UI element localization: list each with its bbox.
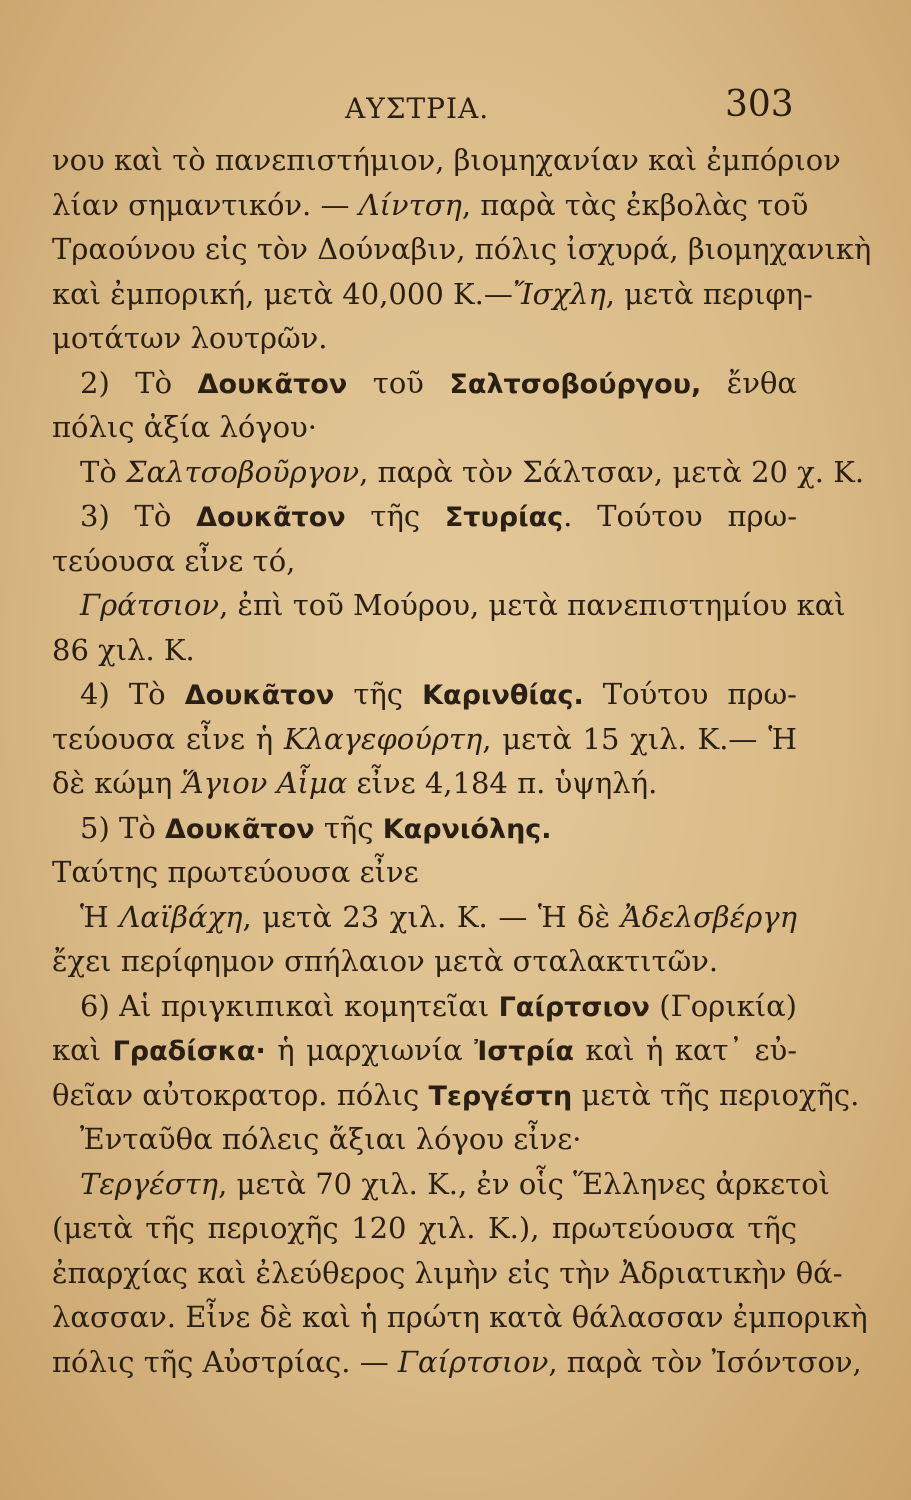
text-run: , μετὰ 70 χιλ. Κ., ἐν οἷς Ἕλληνες ἀρκετοὶ bbox=[218, 1166, 831, 1201]
page-number: 303 bbox=[725, 84, 794, 125]
italic-place-name: Ἀδελσβέργη bbox=[620, 899, 797, 934]
text-line bbox=[52, 806, 797, 851]
text-line bbox=[52, 1162, 831, 1207]
text-line bbox=[52, 895, 797, 940]
text-line bbox=[52, 138, 841, 183]
text-line bbox=[52, 183, 809, 228]
text-run: Ταύτης πρωτεύουσα εἶνε bbox=[52, 855, 419, 889]
text-run: τῆς bbox=[314, 810, 383, 845]
spaced-bold-term: Δουκᾶτον bbox=[196, 502, 346, 533]
text-run: τῆς bbox=[334, 677, 423, 711]
text-line bbox=[52, 984, 797, 1029]
text-line bbox=[52, 1206, 797, 1251]
text-run: καὶ ἡ κατ᾽ εὐ- bbox=[573, 1033, 797, 1067]
spaced-bold-term: Σαλτσοβούργου, bbox=[449, 368, 702, 400]
italic-place-name: Κλαγεφούρτη bbox=[283, 721, 483, 756]
text-run: Ἡ bbox=[80, 899, 120, 934]
text-line bbox=[52, 1117, 797, 1162]
text-line bbox=[52, 227, 872, 272]
text-run: μετὰ τῆς περιοχῆς. bbox=[572, 1077, 860, 1112]
text-run: , παρὰ τὰς ἐκβολὰς τοῦ bbox=[461, 187, 809, 222]
text-run: λίαν σημαντικόν. — bbox=[52, 187, 359, 222]
text-run: ἡ μαρχιωνία bbox=[265, 1033, 475, 1067]
spaced-bold-term: Ἰστρία bbox=[474, 1036, 574, 1067]
text-run: τοῦ bbox=[347, 365, 450, 400]
text-run: , ἐπὶ τοῦ Μούρου, μετὰ πανεπιστημίου καὶ bbox=[219, 588, 846, 622]
text-run: Τούτου πρω- bbox=[583, 677, 797, 711]
text-run: εἶνε 4,184 π. ὑψηλή. bbox=[347, 766, 658, 800]
italic-place-name: Γαίρτσιον bbox=[397, 1344, 549, 1379]
text-run: καὶ bbox=[52, 1033, 113, 1067]
text-run: τῆς bbox=[345, 499, 445, 533]
text-run: τεύουσα εἶνε ἡ bbox=[52, 721, 284, 756]
text-line bbox=[52, 1251, 843, 1296]
text-run: θεῖαν αὐτοκρατορ. πόλις bbox=[52, 1077, 429, 1112]
text-line bbox=[52, 583, 846, 628]
text-run: 3) Τὸ bbox=[80, 499, 197, 533]
running-header: ΑΥΣΤΡΙΑ. bbox=[345, 92, 490, 125]
text-run: νου καὶ τὸ πανεπιστήμιον, βιομηχανίαν καὶ ἐμπόριον bbox=[52, 143, 841, 177]
text-line bbox=[52, 272, 813, 317]
text-run: ἔνθα bbox=[701, 365, 798, 400]
text-line bbox=[52, 939, 797, 984]
italic-place-name: Λαϊβάχη bbox=[119, 899, 243, 934]
text-run: 5) Τὸ bbox=[80, 810, 166, 845]
italic-place-name: Γράτσιον bbox=[80, 588, 220, 622]
text-line bbox=[52, 761, 797, 806]
text-line bbox=[52, 494, 797, 539]
text-run: , παρὰ τὸν Ἰσόντσον, bbox=[548, 1344, 862, 1379]
text-run: 6) Αἱ πριγκιπικαὶ κομητεῖαι bbox=[80, 988, 499, 1023]
italic-place-name: Ἅγιον Αἷμα bbox=[181, 766, 348, 800]
text-run: 86 χιλ. Κ. bbox=[52, 632, 195, 667]
spaced-bold-term: Τεργέστη bbox=[428, 1080, 573, 1112]
italic-place-name: Λίντση bbox=[358, 187, 462, 222]
text-line bbox=[52, 539, 797, 584]
text-run: Τραούνου εἰς τὸν Δούναβιν, πόλις ἰσχυρά, βιομηχανικὴ bbox=[52, 232, 872, 266]
text-line bbox=[52, 717, 797, 762]
text-line bbox=[52, 672, 797, 717]
spaced-bold-term: Γραδίσκα· bbox=[112, 1036, 266, 1067]
spaced-bold-term: Δουκᾶτον bbox=[197, 368, 348, 400]
text-run: (Γορικία) bbox=[649, 988, 797, 1023]
text-run: 2) Τὸ bbox=[80, 365, 198, 400]
text-run: 4) Τὸ bbox=[80, 677, 185, 711]
spaced-bold-term: Στυρίας bbox=[444, 502, 564, 533]
text-run: τεύουσα εἶνε τό, bbox=[52, 543, 296, 578]
text-line bbox=[52, 1295, 868, 1340]
italic-place-name: Τεργέστη bbox=[80, 1166, 219, 1201]
text-run: πόλις τῆς Αὐστρίας. — bbox=[52, 1344, 398, 1379]
text-run: ἔχει περίφημον σπήλαιον μετὰ σταλακτιτῶν. bbox=[52, 944, 719, 978]
text-line bbox=[52, 361, 797, 406]
text-line bbox=[52, 450, 865, 495]
text-run: Ἐνταῦθα πόλεις ἄξιαι λόγου εἶνε· bbox=[80, 1122, 582, 1156]
body-text bbox=[52, 138, 872, 1384]
text-line bbox=[52, 850, 797, 895]
text-line bbox=[52, 1340, 862, 1385]
text-run: καὶ ἐμπορική, μετὰ 40,000 Κ.— bbox=[52, 276, 513, 311]
text-line bbox=[52, 628, 797, 673]
text-run: , παρὰ τὸν Σάλτσαν, μετὰ 20 χ. Κ. bbox=[359, 454, 865, 489]
spaced-bold-term: Δουκᾶτον bbox=[184, 680, 335, 711]
text-line bbox=[52, 316, 797, 361]
text-run: ἐπαρχίας καὶ ἐλεύθερος λιμὴν εἰς τὴν Ἀδριατικὴν θά- bbox=[52, 1255, 843, 1290]
italic-place-name: Ἴσχλη bbox=[512, 276, 606, 311]
text-run: , μετὰ 23 χιλ. Κ. — Ἡ δὲ bbox=[242, 899, 621, 934]
text-line bbox=[52, 1028, 797, 1073]
text-run: , μετὰ περιφη- bbox=[605, 276, 813, 311]
text-line bbox=[52, 1073, 860, 1118]
text-run: μοτάτων λουτρῶν. bbox=[52, 321, 328, 355]
text-run: πόλις ἀξία λόγου· bbox=[52, 410, 317, 444]
text-run: , μετὰ 15 χιλ. Κ.— Ἡ bbox=[482, 721, 797, 756]
spaced-bold-term: Δουκᾶτον bbox=[165, 813, 315, 845]
text-line bbox=[52, 405, 797, 450]
italic-place-name: Σαλτσοβοῦργον bbox=[126, 454, 360, 489]
spaced-bold-term: Καρινθίας. bbox=[422, 680, 584, 711]
text-run: δὲ κώμη bbox=[52, 766, 182, 800]
spaced-bold-term: Γαίρτσιον bbox=[498, 991, 650, 1023]
text-run: Τὸ bbox=[80, 454, 127, 489]
spaced-bold-term: Καρνιόλης. bbox=[382, 813, 552, 845]
text-run: (μετὰ τῆς περιοχῆς 120 χιλ. Κ.), πρωτεύουσα τῆς bbox=[52, 1211, 797, 1245]
text-run: λασσαν. Εἶνε δὲ καὶ ἡ πρώτη κατὰ θάλασσαν ἐμπορικὴ bbox=[52, 1300, 868, 1334]
text-run: . Τούτου πρω- bbox=[563, 499, 797, 533]
